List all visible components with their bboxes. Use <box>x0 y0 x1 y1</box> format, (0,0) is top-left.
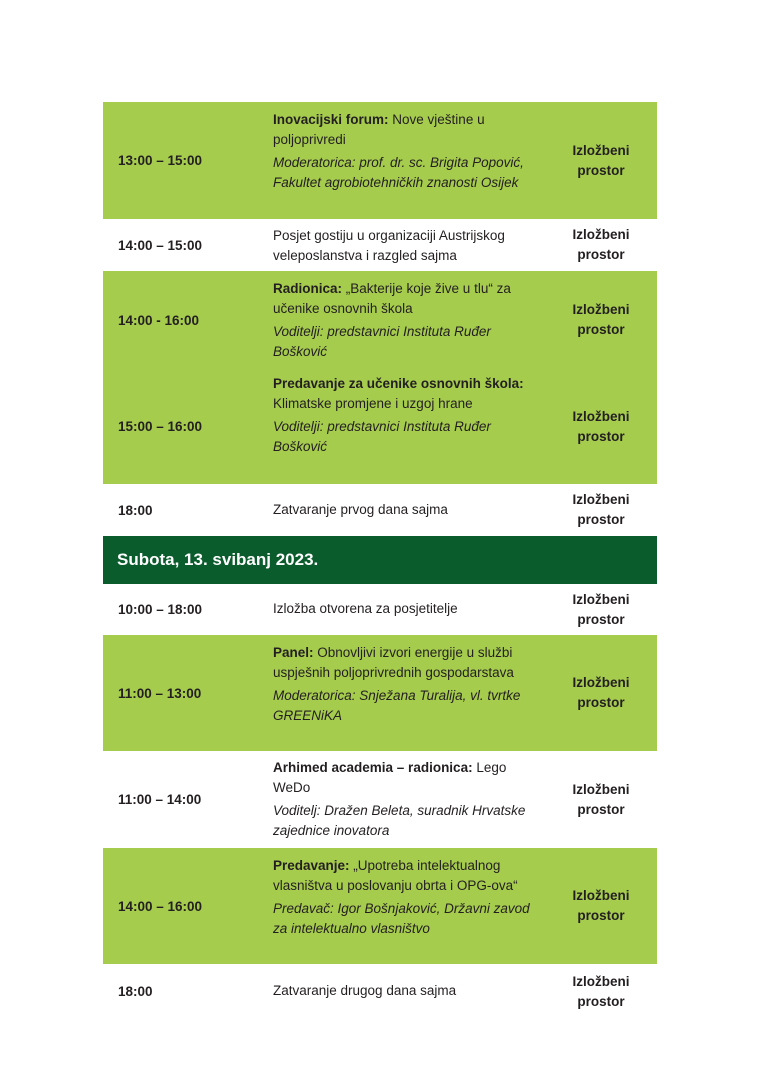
location-line-1: Izložbeni <box>572 227 630 242</box>
row-title-bold: Predavanje: <box>273 858 350 873</box>
day-header-title: Subota, 13. svibanj 2023. <box>117 550 319 569</box>
row-location <box>551 635 651 751</box>
row-time: 14:00 – 15:00 <box>118 237 203 253</box>
location-line-2: prostor <box>577 993 625 1009</box>
row-description <box>273 599 535 619</box>
row-title-bold: Panel: <box>273 645 314 660</box>
row-title: Nove vještine u poljoprivredi <box>273 112 485 147</box>
row-moderator: Voditelj: Dražen Beleta, suradnik Hrvatske zajednice inovatora <box>273 803 526 838</box>
location-line-2: prostor <box>577 162 625 178</box>
row-title: „Upotreba intelektualnog vlasništva u poslovanju obrta i OPG-ova“ <box>273 858 518 893</box>
row-description <box>273 110 535 193</box>
location-line-2: prostor <box>577 611 625 627</box>
row-time: 11:00 – 13:00 <box>118 685 202 701</box>
row-title-bold: Predavanje za učenike osnovnih škola: <box>273 376 524 391</box>
row-location <box>551 964 651 1019</box>
location-line-1: Izložbeni <box>572 302 630 317</box>
location-line-1: Izložbeni <box>572 675 630 690</box>
location-line-2: prostor <box>577 801 625 817</box>
location-line-1: Izložbeni <box>572 591 630 607</box>
location-line-1: Izložbeni <box>572 408 630 424</box>
row-title: Zatvaranje prvog dana sajma <box>273 502 448 517</box>
schedule-row <box>103 484 657 536</box>
schedule-row <box>103 751 657 848</box>
row-title: Posjet gostiju u organizaciji Austrijskog veleposlanstva i razgled sajma <box>273 228 505 263</box>
location-line-1: Izložbeni <box>572 492 630 507</box>
row-title: Klimatske promjene i uzgoj hrane <box>273 396 473 411</box>
row-location <box>551 584 651 635</box>
row-title-bold: Arhimed academia – radionica: <box>273 760 473 775</box>
location-line-2: prostor <box>577 512 625 527</box>
location-line-1: Izložbeni <box>572 973 630 989</box>
row-description <box>273 374 535 457</box>
row-title-bold: Inovacijski forum: <box>273 112 389 127</box>
row-location <box>551 369 651 484</box>
location-line-1: Izložbeni <box>572 781 630 797</box>
schedule-table <box>103 102 657 1019</box>
row-description <box>273 500 535 520</box>
row-moderator: Moderatorica: prof. dr. sc. Brigita Popović, Fakultet agrobiotehničkih znanosti Osijek <box>273 155 524 190</box>
row-title: „Bakterije koje žive u tlu“ za učenike osnovnih škola <box>273 281 511 316</box>
row-time: 14:00 - 16:00 <box>118 312 200 328</box>
row-description <box>273 226 535 266</box>
day-header <box>103 536 657 584</box>
row-time: 14:00 – 16:00 <box>118 898 203 914</box>
row-location <box>551 102 651 219</box>
row-location <box>551 271 651 369</box>
row-location <box>551 484 651 536</box>
schedule-row <box>103 369 657 484</box>
location-line-2: prostor <box>577 322 625 337</box>
row-title-bold: Radionica: <box>273 281 343 296</box>
row-location <box>551 751 651 848</box>
row-time: 18:00 <box>118 984 153 999</box>
schedule-row <box>103 219 657 271</box>
row-time: 11:00 – 14:00 <box>118 792 202 807</box>
row-moderator: Moderatorica: Snježana Turalija, vl. tvrtke GREENiKA <box>273 688 521 723</box>
row-title: Izložba otvorena za posjetitelje <box>273 601 458 616</box>
row-title: Zatvaranje drugog dana sajma <box>273 983 457 998</box>
row-description <box>273 643 535 726</box>
row-moderator: Voditelji: predstavnici Instituta Ruđer Bošković <box>273 419 491 454</box>
row-description <box>273 279 535 362</box>
location-line-1: Izložbeni <box>572 142 630 158</box>
row-moderator: Voditelji: predstavnici Instituta Ruđer Bošković <box>273 324 491 359</box>
location-line-2: prostor <box>577 695 625 710</box>
location-line-2: prostor <box>577 908 625 923</box>
row-location <box>551 219 651 271</box>
row-title: Lego WeDo <box>273 760 507 795</box>
location-line-2: prostor <box>577 247 625 262</box>
row-time: 15:00 – 16:00 <box>118 419 203 434</box>
schedule-row-group <box>103 271 657 484</box>
row-time: 13:00 – 15:00 <box>118 153 203 168</box>
row-description <box>273 981 535 1001</box>
location-line-2: prostor <box>577 428 625 444</box>
row-moderator: Predavač: Igor Bošnjaković, Državni zavod za intelektualno vlasništvo <box>273 901 530 936</box>
schedule-row <box>103 635 657 751</box>
schedule-row <box>103 964 657 1019</box>
schedule-row <box>103 271 657 369</box>
row-description <box>273 856 535 939</box>
row-time: 18:00 <box>118 502 153 518</box>
location-line-1: Izložbeni <box>572 888 630 903</box>
row-description <box>273 758 535 841</box>
row-time: 10:00 – 18:00 <box>118 602 203 617</box>
schedule-row <box>103 848 657 964</box>
schedule-row <box>103 102 657 219</box>
row-location <box>551 848 651 964</box>
row-title: Obnovljivi izvori energije u službi uspješnih poljoprivrednih gospodarstava <box>273 645 514 680</box>
schedule-row <box>103 584 657 635</box>
